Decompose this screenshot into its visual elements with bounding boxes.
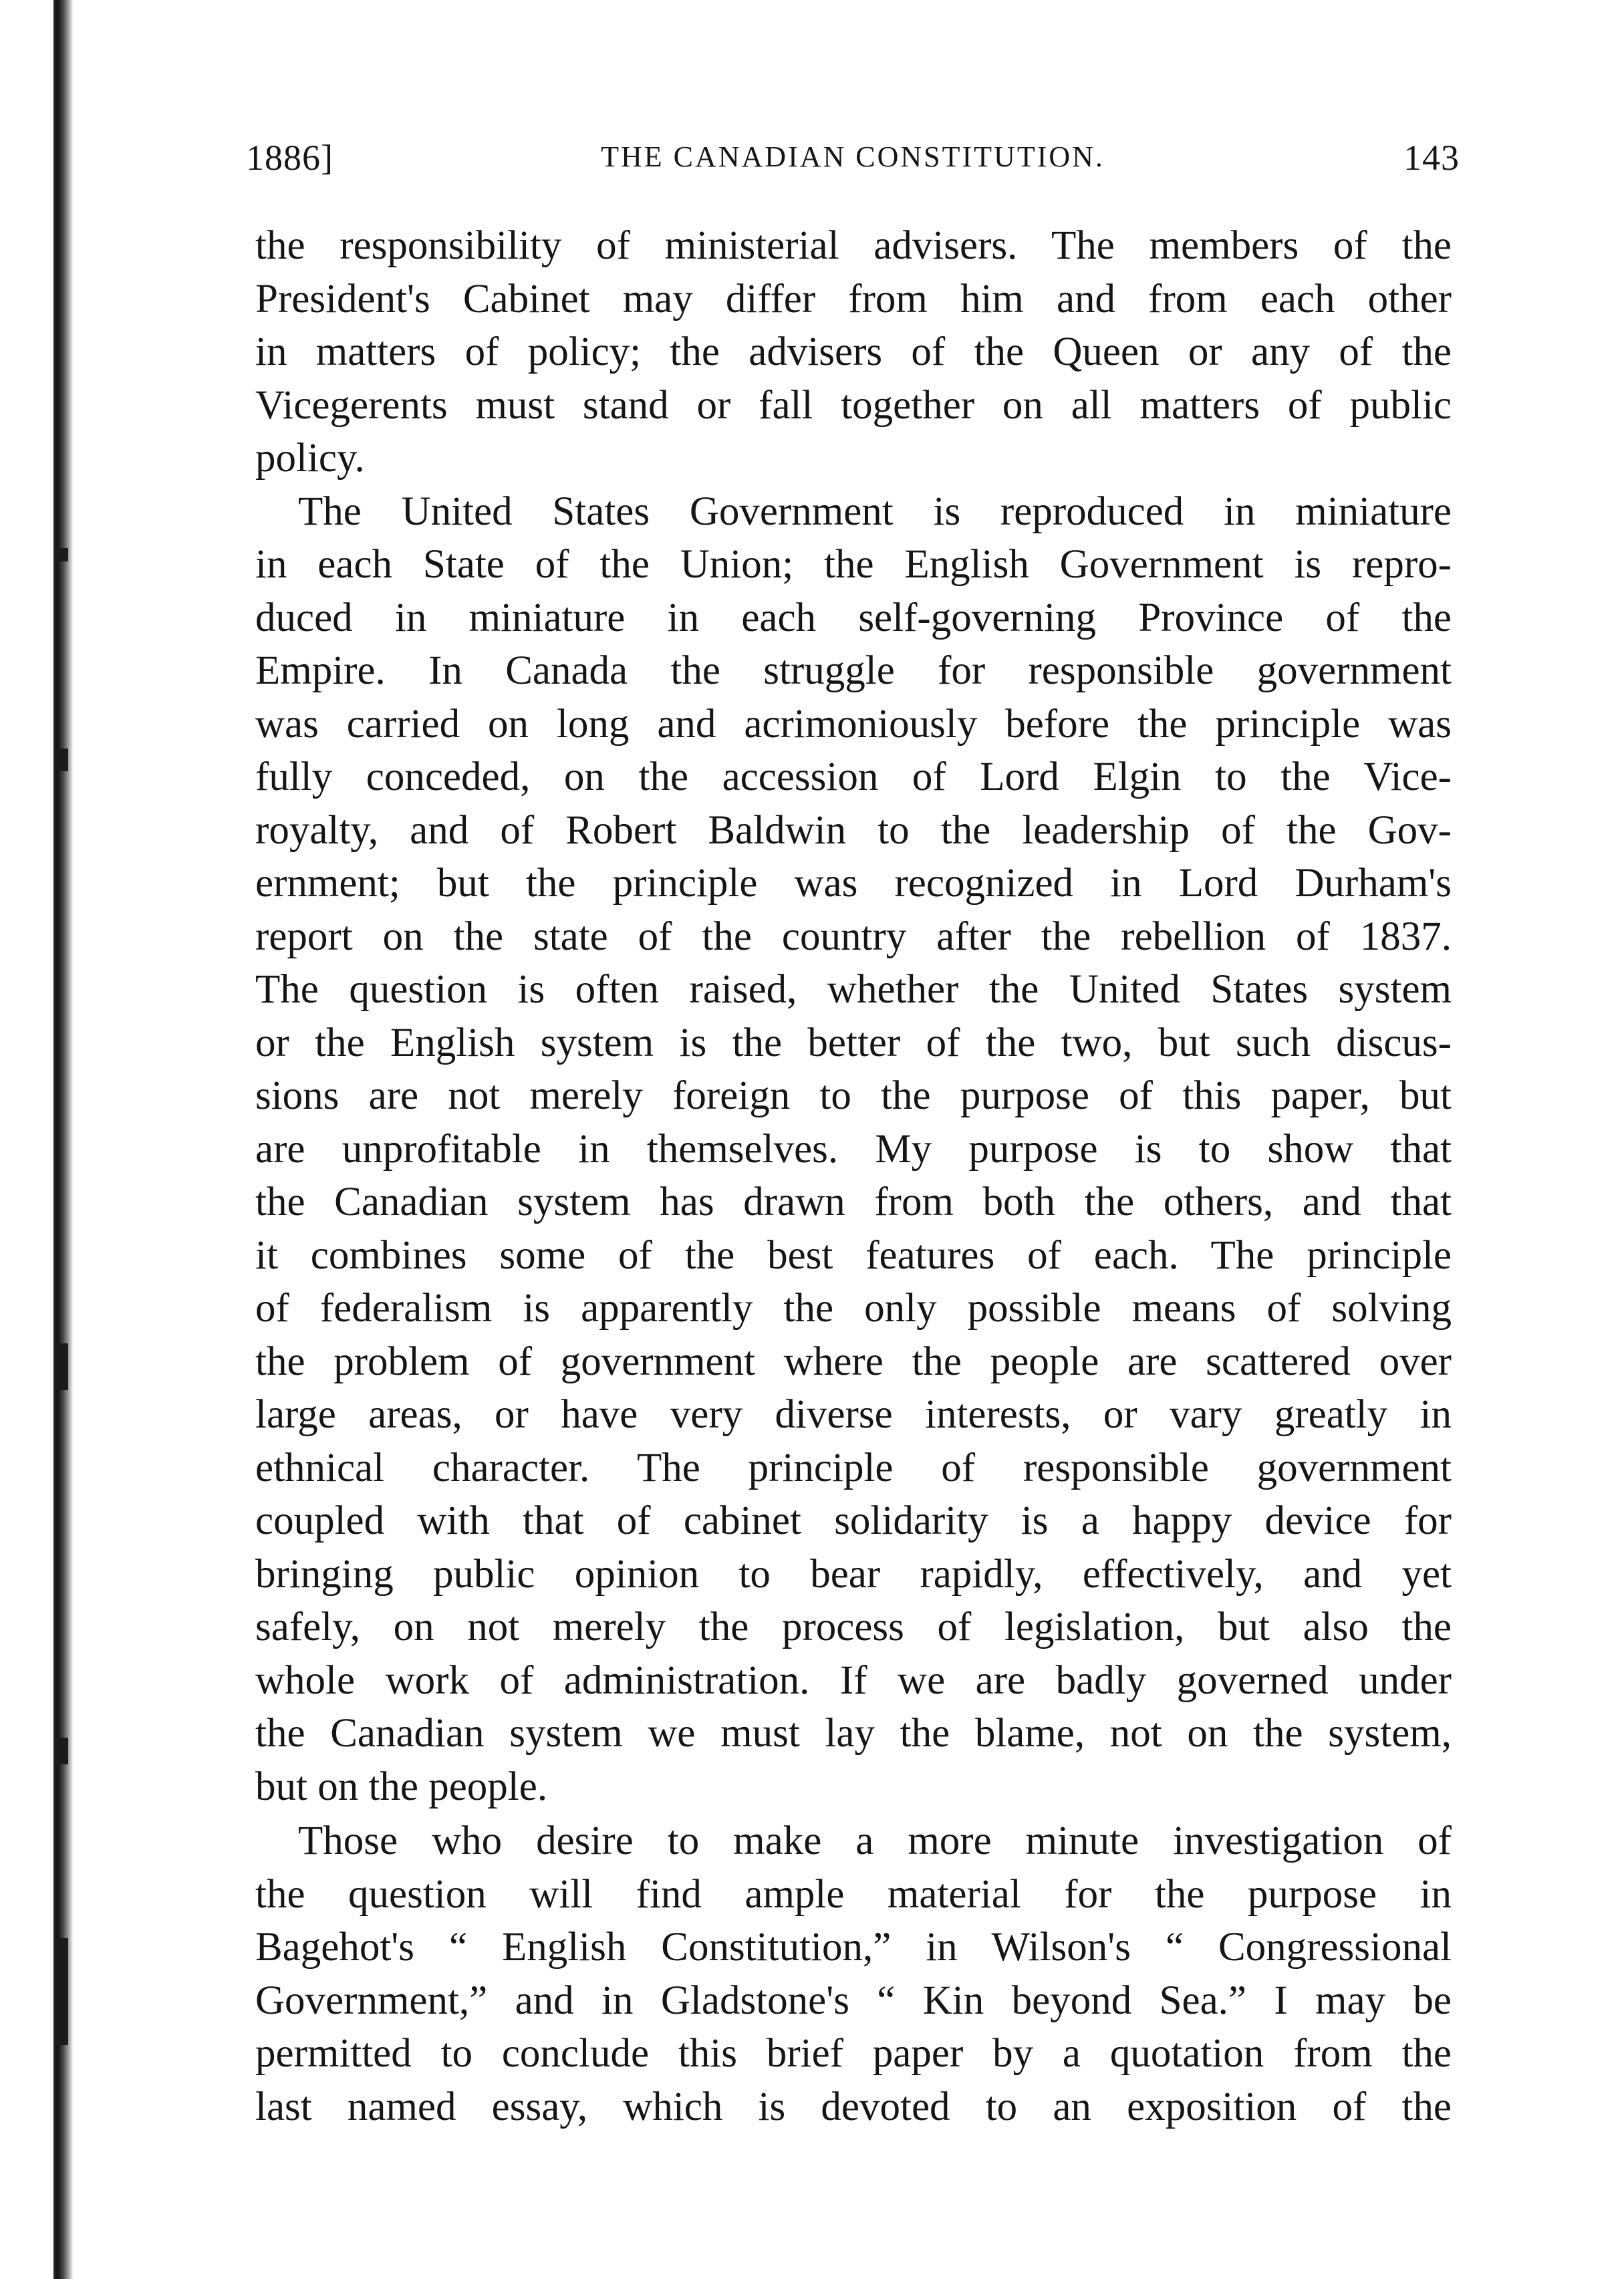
text-line: whole work of administration. If we are badly governed under <box>255 1657 1452 1703</box>
text-line: in each State of the Union; the English Government is repro- <box>255 542 1452 587</box>
page-number: 143 <box>1403 138 1460 178</box>
text-line: duced in miniature in each self-governing Province of the <box>255 595 1452 640</box>
text-line: it combines some of the best features of each. The principle <box>255 1232 1452 1278</box>
text-line: the problem of government where the people are scattered over <box>255 1339 1452 1384</box>
binding-speck <box>56 749 68 771</box>
text-line: ernment; but the principle was recognized in Lord Durham's <box>255 861 1452 906</box>
text-line: ethnical character. The principle of responsible government <box>255 1445 1452 1490</box>
text-line: safely, on not merely the process of legislation, but also the <box>255 1605 1452 1649</box>
paragraph-1 <box>255 219 1452 485</box>
text-line: bringing public opinion to bear rapidly, effectively, and yet <box>255 1551 1452 1597</box>
text-line: was carried on long and acrimoniously before the principle was <box>255 701 1452 747</box>
binding-speck <box>56 1938 68 2045</box>
running-head <box>246 137 1460 184</box>
text-line: but on the people. <box>255 1764 548 1809</box>
text-line: the question will find ample material for the purpose in <box>255 1871 1452 1917</box>
running-head-year: 1886] <box>246 138 333 178</box>
running-head-title: THE CANADIAN CONSTITUTION. <box>601 140 1105 173</box>
text-line: or the English system is the better of the two, but such discus- <box>255 1020 1452 1065</box>
binding-speck <box>56 1738 68 1764</box>
text-line: Vicegerents must stand or fall together on all matters of public <box>255 382 1452 428</box>
body-text <box>255 219 1452 2133</box>
text-line: coupled with that of cabinet solidarity is a happy device for <box>255 1498 1452 1543</box>
paragraph-2 <box>255 485 1452 1814</box>
page-binding-edge <box>53 0 74 2279</box>
text-line: Government,” and in Gladstone's “ Kin beyond Sea.” I may be <box>255 1978 1452 2023</box>
text-line: permitted to conclude this brief paper by a quotation from the <box>255 2031 1452 2076</box>
binding-speck <box>56 1343 68 1390</box>
text-line: are unprofitable in themselves. My purpose is to show that <box>255 1126 1452 1172</box>
text-line: the Canadian system has drawn from both the others, and that <box>255 1180 1452 1224</box>
text-line: in matters of policy; the advisers of the Queen or any of the <box>255 329 1452 374</box>
text-line: The question is often raised, whether the United States system <box>255 967 1452 1012</box>
text-line: the Canadian system we must lay the blame, not on the system, <box>255 1711 1452 1756</box>
text-line: President's Cabinet may differ from him and from each other <box>255 276 1452 321</box>
text-line: Bagehot's “ English Constitution,” in Wilson's “ Congressional <box>255 1925 1452 1970</box>
text-line: policy. <box>255 436 365 481</box>
binding-speck <box>56 548 68 561</box>
text-line: Those who desire to make a more minute investigation of <box>298 1819 1452 1863</box>
text-line: Empire. In Canada the struggle for responsible government <box>255 648 1452 693</box>
text-line: sions are not merely foreign to the purpose of this paper, but <box>255 1073 1452 1118</box>
text-line: fully conceded, on the accession of Lord Elgin to the Vice- <box>255 755 1452 799</box>
paragraph-3 <box>255 1815 1452 2133</box>
text-line: of federalism is apparently the only possible means of solving <box>255 1286 1452 1331</box>
text-line: royalty, and of Robert Baldwin to the leadership of the Gov- <box>255 807 1452 853</box>
text-line: report on the state of the country after the rebellion of 1837. <box>255 914 1452 959</box>
text-line: The United States Government is reproduced in miniature <box>298 489 1452 534</box>
text-line: large areas, or have very diverse interests, or vary greatly in <box>255 1392 1452 1437</box>
text-line: last named essay, which is devoted to an exposition of the <box>255 2084 1452 2129</box>
text-line: the responsibility of ministerial advisers. The members of the <box>255 223 1452 268</box>
